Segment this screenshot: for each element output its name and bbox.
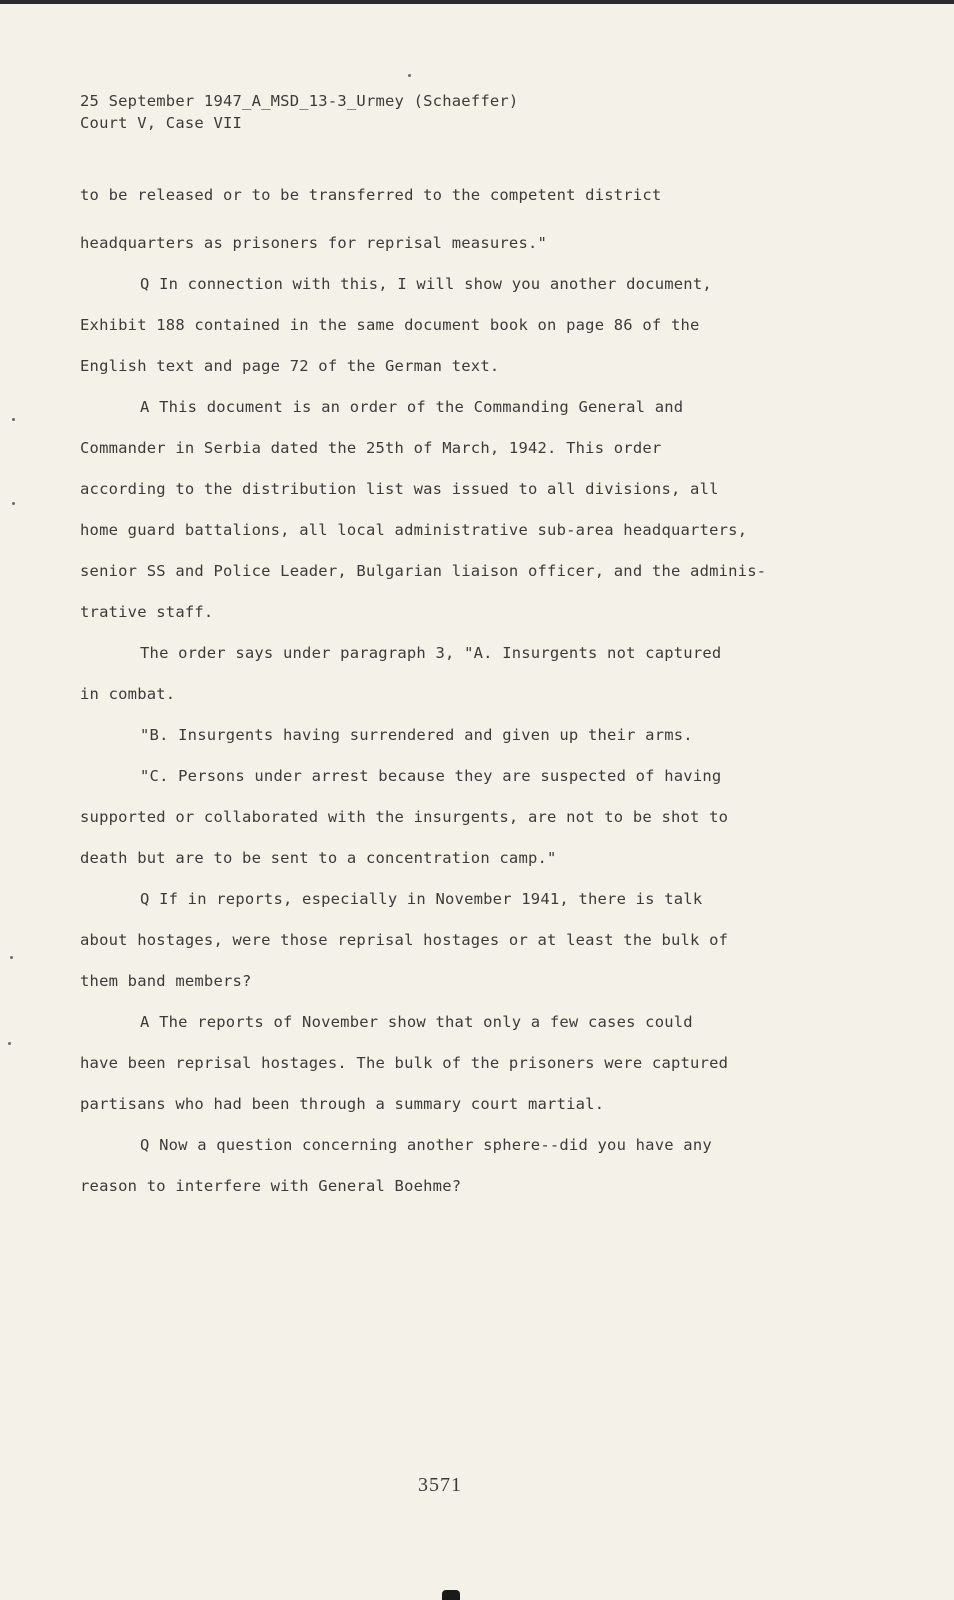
body-line: The order says under paragraph 3, "A. Insurgents not captured: [140, 644, 722, 662]
body-line: death but are to be sent to a concentration camp.": [80, 849, 557, 867]
body-line: headquarters as prisoners for reprisal measures.": [80, 234, 548, 252]
answer-line: A The reports of November show that only a few cases could: [140, 1013, 693, 1031]
body-line: about hostages, were those reprisal hostages or at least the bulk of: [80, 931, 729, 949]
body-line: reason to interfere with General Boehme?: [80, 1177, 462, 1195]
body-line: them band members?: [80, 972, 252, 990]
paper-speck: [10, 956, 13, 959]
body-line: Commander in Serbia dated the 25th of March, 1942. This order: [80, 439, 662, 457]
paper-speck: [12, 502, 15, 505]
paper-speck: [12, 418, 15, 421]
body-line: "B. Insurgents having surrendered and given up their arms.: [140, 726, 693, 744]
body-line: according to the distribution list was issued to all divisions, all: [80, 480, 719, 498]
page-number: 3571: [418, 1474, 462, 1496]
body-line: "C. Persons under arrest because they are suspected of having: [140, 767, 722, 785]
answer-line: A This document is an order of the Commanding General and: [140, 398, 684, 416]
header-date-reference: 25 September 1947_A_MSD_13-3_Urmey (Schaeffer): [80, 92, 519, 110]
paper-speck: [8, 1042, 11, 1045]
body-line: have been reprisal hostages. The bulk of the prisoners were captured: [80, 1054, 729, 1072]
header-court-case: Court V, Case VII: [80, 114, 243, 132]
body-line: senior SS and Police Leader, Bulgarian liaison officer, and the adminis-: [80, 562, 767, 580]
body-line: partisans who had been through a summary court martial.: [80, 1095, 605, 1113]
binding-mark: [442, 1590, 460, 1600]
body-line: in combat.: [80, 685, 176, 703]
body-line: supported or collaborated with the insurgents, are not to be shot to: [80, 808, 729, 826]
paper-speck: [408, 74, 411, 77]
question-line: Q If in reports, especially in November 1941, there is talk: [140, 890, 703, 908]
body-line: trative staff.: [80, 603, 214, 621]
page-top-edge: [0, 0, 954, 4]
body-line: to be released or to be transferred to the competent district: [80, 186, 662, 204]
body-line: English text and page 72 of the German text.: [80, 357, 500, 375]
question-line: Q Now a question concerning another sphere--did you have any: [140, 1136, 712, 1154]
body-line: Exhibit 188 contained in the same document book on page 86 of the: [80, 316, 700, 334]
body-line: home guard battalions, all local administrative sub-area headquarters,: [80, 521, 748, 539]
question-line: Q In connection with this, I will show you another document,: [140, 275, 712, 293]
